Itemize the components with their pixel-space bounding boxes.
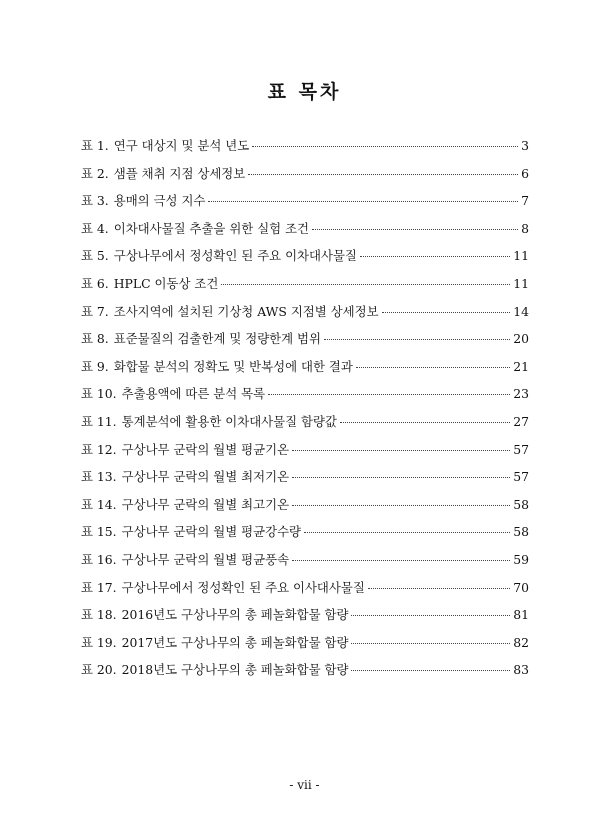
toc-entry-title: 2017년도 구상나무의 총 페놀화합물 함량 (121, 634, 349, 650)
toc-entry-title: 연구 대상지 및 분석 년도 (113, 138, 250, 153)
toc-entry-title: 화합물 분석의 정확도 및 반복성에 대한 결과 (113, 358, 353, 374)
toc-entry-number: 표 11. (81, 413, 117, 429)
page-number: - vii - (289, 778, 320, 792)
toc-entry-number: 표 6. (81, 275, 109, 291)
toc-entry-number: 표 8. (81, 331, 109, 347)
toc-entry-title: 용매의 극성 지수 (113, 193, 206, 209)
toc-entry-title: 구상나무 군락의 월별 평균기온 (121, 441, 290, 457)
toc-entry-label (81, 660, 348, 678)
dot-leader (292, 504, 510, 506)
toc-entry-number: 표 2. (81, 165, 109, 181)
dot-leader (208, 200, 518, 202)
toc-entry-label (81, 578, 365, 596)
dot-leader (351, 669, 510, 671)
toc-entry[interactable] (81, 578, 529, 606)
toc-entry-number: 표 15. (81, 524, 117, 540)
toc-entry-label (81, 302, 379, 320)
toc-entry-page: 14 (513, 303, 529, 319)
toc-entry-page: 57 (513, 441, 529, 457)
dot-leader (360, 255, 510, 257)
toc-entry-title: 구상나무 군락의 월별 최저기온 (121, 469, 290, 485)
dot-leader (351, 642, 510, 644)
toc-entry-page: 20 (513, 331, 529, 347)
toc-entry-number: 표 9. (81, 358, 109, 374)
toc-entry-title: 이차대사물질 추출을 위한 실험 조건 (113, 220, 310, 236)
toc-entry[interactable] (81, 467, 529, 495)
toc-entry-number: 표 1. (81, 138, 109, 153)
toc-entry-page: 11 (513, 248, 529, 264)
toc-entry-label (81, 219, 309, 237)
toc-entry-label (81, 412, 337, 430)
toc-entry-label (81, 605, 348, 623)
toc-entry[interactable] (81, 329, 529, 357)
toc-entry-number: 표 3. (81, 193, 109, 209)
toc-entry-label (81, 495, 289, 513)
dot-leader (292, 449, 510, 451)
table-of-contents-list (81, 136, 529, 688)
dot-leader (252, 145, 518, 147)
dot-leader (292, 476, 510, 478)
toc-entry[interactable] (81, 219, 529, 247)
toc-entry[interactable] (81, 522, 529, 550)
toc-entry-page: 27 (513, 413, 529, 429)
toc-entry-number: 표 12. (81, 441, 117, 457)
dot-leader (356, 366, 510, 368)
toc-entry-number: 표 5. (81, 248, 109, 264)
dot-leader (248, 173, 518, 175)
toc-entry[interactable] (81, 660, 529, 688)
toc-entry-title: 구상나무 군락의 월별 평균강수량 (121, 524, 302, 540)
toc-entry[interactable] (81, 384, 529, 412)
toc-entry-label (81, 274, 218, 292)
toc-entry-page: 58 (513, 524, 529, 540)
toc-entry-number: 표 18. (81, 607, 117, 623)
toc-entry-page: 70 (513, 579, 529, 595)
toc-entry-number: 표 16. (81, 551, 117, 567)
dot-leader (304, 531, 510, 533)
toc-entry-number: 표 14. (81, 496, 117, 512)
toc-entry-page: 59 (513, 551, 529, 567)
toc-entry[interactable] (81, 302, 529, 330)
dot-leader (340, 421, 510, 423)
toc-entry-title: HPLC 이동상 조건 (113, 275, 219, 291)
toc-entry-label (81, 164, 245, 182)
toc-entry-page: 21 (513, 358, 529, 374)
toc-entry-label (81, 384, 265, 402)
toc-entry[interactable] (81, 357, 529, 385)
toc-entry-page: 57 (513, 469, 529, 485)
toc-entry-number: 표 17. (81, 579, 117, 595)
toc-entry[interactable] (81, 164, 529, 192)
toc-entry-page: 82 (513, 634, 529, 650)
toc-entry-title: 추출용액에 따른 분석 목록 (121, 386, 266, 402)
toc-entry[interactable] (81, 495, 529, 523)
toc-entry-label (81, 246, 357, 264)
toc-entry[interactable] (81, 412, 529, 440)
dot-leader (382, 311, 511, 313)
dot-leader (351, 614, 510, 616)
toc-entry[interactable] (81, 633, 529, 661)
toc-entry-title: 구상나무에서 정성확인 된 주요 이차대사물질 (113, 248, 357, 264)
toc-entry-number: 표 19. (81, 634, 117, 650)
toc-entry-title: 구상나무 군락의 월별 평균풍속 (121, 551, 290, 567)
toc-entry-number: 표 20. (81, 662, 117, 678)
toc-entry-page: 81 (513, 607, 529, 623)
dot-leader (368, 587, 510, 589)
toc-entry-page: 83 (513, 662, 529, 678)
toc-entry-page: 23 (513, 386, 529, 402)
toc-entry-page: 6 (521, 165, 529, 181)
toc-entry-label (81, 467, 289, 485)
toc-entry-label (81, 357, 353, 375)
toc-entry-title: 2016년도 구상나무의 총 페놀화합물 함량 (121, 607, 349, 623)
toc-entry[interactable] (81, 191, 529, 219)
toc-entry[interactable] (81, 274, 529, 302)
dot-leader (268, 393, 510, 395)
toc-entry-page: 7 (521, 193, 529, 209)
toc-entry-number: 표 13. (81, 469, 117, 485)
toc-entry-label (81, 440, 289, 458)
dot-leader (312, 228, 518, 230)
toc-entry[interactable] (81, 550, 529, 578)
toc-entry[interactable] (81, 605, 529, 633)
toc-entry-title: 2018년도 구상나무의 총 페놀화합물 함량 (121, 662, 349, 678)
toc-entry-page: 11 (513, 275, 529, 291)
toc-entry-number: 표 4. (81, 220, 109, 236)
toc-entry-page: 3 (521, 138, 529, 153)
toc-entry[interactable] (81, 440, 529, 468)
page-title: 표 목차 (267, 81, 342, 103)
toc-entry-title: 구상나무 군락의 월별 최고기온 (121, 496, 290, 512)
toc-entry-label (81, 550, 289, 568)
toc-entry-label (81, 136, 249, 154)
toc-entry-label (81, 522, 301, 540)
toc-entry-label (81, 329, 321, 347)
toc-entry-number: 표 10. (81, 386, 117, 402)
dot-leader (324, 338, 510, 340)
dot-leader (221, 283, 510, 285)
toc-entry-page: 8 (521, 220, 529, 236)
dot-leader (292, 559, 510, 561)
toc-entry-title: 통계분석에 활용한 이차대사물질 함량값 (121, 413, 337, 429)
toc-entry[interactable] (81, 136, 529, 164)
toc-entry[interactable] (81, 246, 529, 274)
toc-entry-title: 표준물질의 검출한계 및 정량한계 범위 (113, 331, 321, 347)
toc-entry-label (81, 633, 348, 651)
toc-entry-page: 58 (513, 496, 529, 512)
toc-entry-title: 구상나무에서 정성확인 된 주요 이사대사물질 (121, 579, 365, 595)
toc-entry-number: 표 7. (81, 303, 109, 319)
toc-entry-title: 조사지역에 설치된 기상청 AWS 지점별 상세정보 (113, 303, 379, 319)
toc-entry-label (81, 191, 205, 209)
toc-entry-title: 샘플 채취 지점 상세정보 (113, 165, 246, 181)
